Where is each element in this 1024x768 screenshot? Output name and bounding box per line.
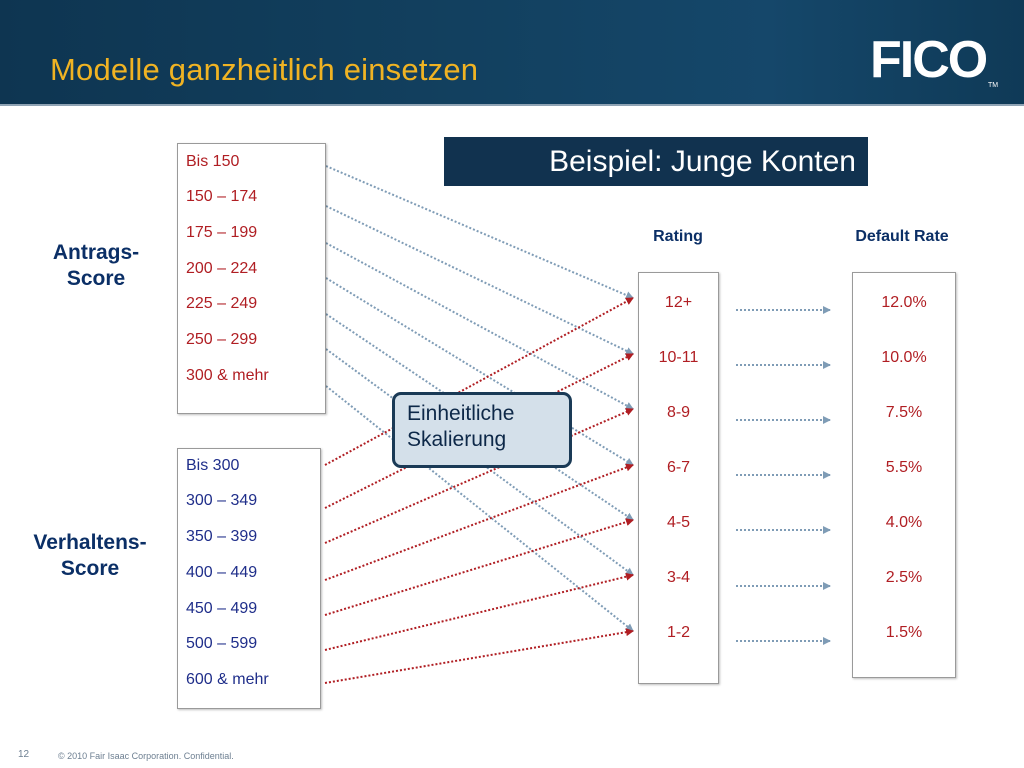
verhaltens-range: 300 – 349 [186,492,258,509]
callout-line2: Skalierung [407,428,507,451]
antrags-score-label [38,240,154,292]
antrags-label-line2: Score [66,267,126,290]
default-rate-value: 5.5% [885,459,923,476]
antrags-range: 200 – 224 [186,260,258,277]
rating-value: 8-9 [666,404,691,421]
antrags-label-line1: Antrags- [52,241,140,264]
verhaltens-score-label [20,530,160,582]
default-rate-header: Default Rate [855,228,949,245]
arrow-verhaltens-4 [325,465,633,580]
arrow-antrags-2 [326,206,633,354]
scaling-callout [392,392,572,468]
example-banner: Beispiel: Junge Konten [444,137,868,186]
slide-title: Modelle ganzheitlich einsetzen [50,52,479,87]
arrow-verhaltens-7 [325,631,633,683]
antrags-score-box [177,143,326,414]
default-rate-value: 4.0% [885,514,923,531]
verhaltens-range: 350 – 399 [186,528,258,545]
verhaltens-label-line1: Verhaltens- [33,531,147,554]
antrags-range: 175 – 199 [186,224,258,241]
verhaltens-range: 400 – 449 [186,564,258,581]
verhaltens-range: 450 – 499 [186,600,258,617]
rating-value: 6-7 [666,459,691,476]
logo-trademark: TM [988,82,999,89]
fico-logo: FICO [870,31,987,89]
callout-line1: Einheitliche [407,402,515,425]
page-number: 12 [18,749,30,760]
rating-header: Rating [653,228,703,245]
antrags-range: 250 – 299 [186,331,258,348]
default-rate-value: 7.5% [885,404,923,421]
rating-box [638,272,719,684]
default-rate-value: 1.5% [885,624,923,641]
default-rate-value: 12.0% [881,294,927,311]
rating-value: 1-2 [666,624,691,641]
arrow-verhaltens-5 [325,520,633,615]
rating-value: 12+ [664,294,693,311]
verhaltens-score-box [177,448,321,709]
antrags-range: 225 – 249 [186,295,258,312]
rating-value: 4-5 [666,514,691,531]
antrags-range: 300 & mehr [186,367,269,384]
verhaltens-range: Bis 300 [186,457,240,474]
antrags-range: 150 – 174 [186,188,258,205]
copyright-notice: © 2010 Fair Isaac Corporation. Confidential. [58,751,234,761]
verhaltens-label-line2: Score [60,557,120,580]
rating-value: 10-11 [658,349,699,366]
verhaltens-range: 600 & mehr [186,671,269,688]
antrags-range: Bis 150 [186,153,240,170]
rating-value: 3-4 [666,569,691,586]
default-rate-box [852,272,956,678]
verhaltens-range: 500 – 599 [186,635,258,652]
default-rate-value: 10.0% [881,349,927,366]
default-rate-value: 2.5% [885,569,923,586]
